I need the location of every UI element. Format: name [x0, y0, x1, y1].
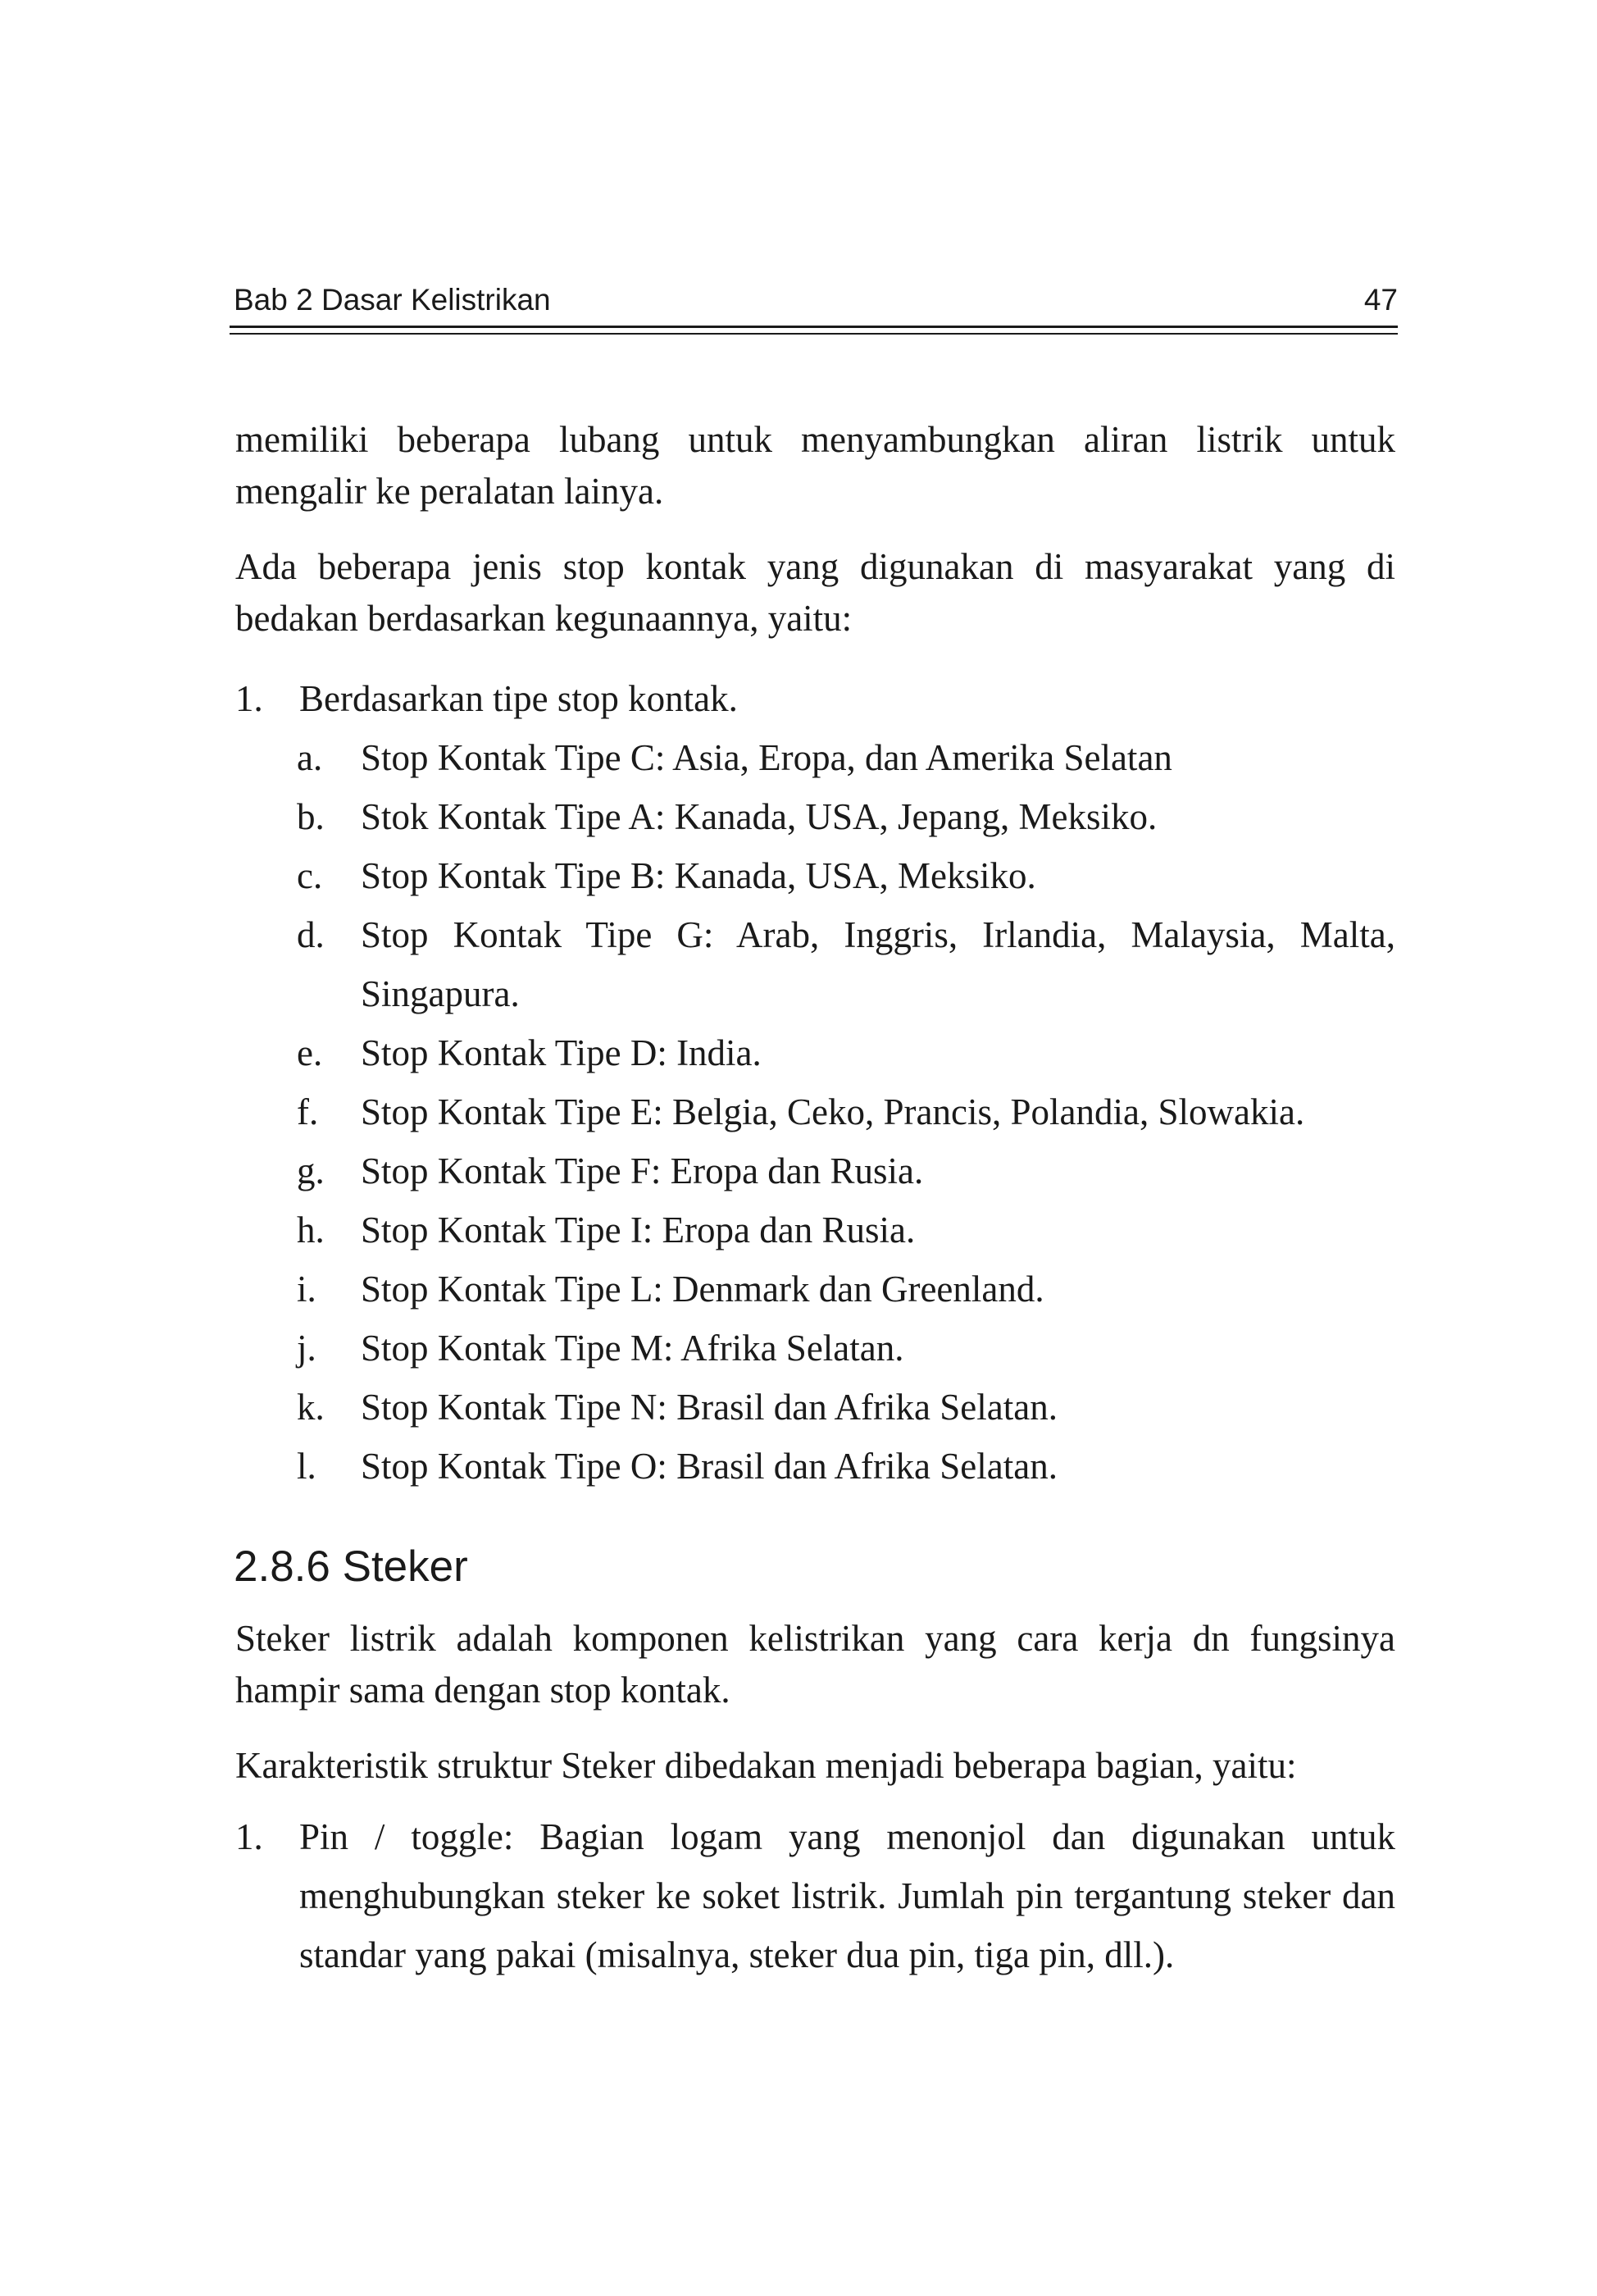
sub-list-letter: b. — [297, 796, 325, 837]
sub-list-item — [297, 1437, 1395, 1496]
running-header — [234, 283, 1398, 332]
sub-list-text: Stop Kontak Tipe G: Arab, Inggris, Irlandia, Malaysia, Malta, Singapura. — [361, 914, 1395, 1014]
sub-list-text: Stop Kontak Tipe M: Afrika Selatan. — [361, 1328, 904, 1369]
sub-list-letter: a. — [297, 737, 323, 778]
sub-list-letter: l. — [297, 1446, 316, 1487]
section-heading: 2.8.6 Steker — [234, 1542, 468, 1591]
sub-list-text: Stop Kontak Tipe C: Asia, Eropa, dan Amerika Selatan — [361, 737, 1172, 778]
sub-list-letter: k. — [297, 1387, 325, 1428]
sub-list-item — [297, 1200, 1395, 1260]
section-paragraph-2: Karakteristik struktur Steker dibedakan menjadi beberapa bagian, yaitu: — [235, 1745, 1297, 1786]
sub-list-item — [297, 1378, 1395, 1437]
sub-list-text: Stok Kontak Tipe A: Kanada, USA, Jepang, Meksiko. — [361, 796, 1158, 837]
sub-list-letter: f. — [297, 1091, 319, 1132]
list-number: 1. — [235, 1816, 263, 1857]
sub-list-text: Stop Kontak Tipe L: Denmark dan Greenland. — [361, 1269, 1044, 1310]
sub-list-item — [297, 1260, 1395, 1319]
sub-list-text: Stop Kontak Tipe F: Eropa dan Rusia. — [361, 1150, 924, 1191]
sub-list-letter: g. — [297, 1150, 325, 1191]
sub-list-letter: i. — [297, 1269, 316, 1310]
sub-list-item — [297, 728, 1395, 787]
chapter-title: Bab 2 Dasar Kelistrikan — [234, 283, 551, 317]
list-item-text: Berdasarkan tipe stop kontak. — [299, 678, 738, 719]
sub-list-text: Stop Kontak Tipe I: Eropa dan Rusia. — [361, 1210, 916, 1250]
sub-list-text: Stop Kontak Tipe D: India. — [361, 1032, 762, 1073]
sub-list-letter: j. — [297, 1328, 316, 1369]
sub-list-letter: c. — [297, 855, 323, 896]
page-number: 47 — [1363, 283, 1398, 317]
section-paragraph-1: Steker listrik adalah komponen kelistrikan yang cara kerja dn fungsinya hampir sama dengan stop kontak. — [235, 1618, 1395, 1711]
list-number: 1. — [235, 678, 263, 719]
header-rule-thin — [230, 333, 1398, 335]
sub-list-item — [297, 1141, 1395, 1200]
sub-list-text: Stop Kontak Tipe N: Brasil dan Afrika Selatan. — [361, 1387, 1058, 1428]
list-item-1 — [235, 669, 1395, 728]
sub-list-item — [297, 1023, 1395, 1082]
section-list-item-1 — [235, 1807, 1395, 2045]
intro-paragraph-1: memiliki beberapa lubang untuk menyambungkan aliran listrik untuk mengalir ke peralatan lainya. — [235, 419, 1395, 512]
sub-list-text: Stop Kontak Tipe E: Belgia, Ceko, Prancis, Polandia, Slowakia. — [361, 1091, 1305, 1132]
sub-list-letter: e. — [297, 1032, 323, 1073]
sub-list-text: Stop Kontak Tipe O: Brasil dan Afrika Selatan. — [361, 1446, 1058, 1487]
sub-list-item — [297, 1082, 1395, 1141]
header-rule-thick — [230, 326, 1398, 328]
intro-paragraph-2: Ada beberapa jenis stop kontak yang digunakan di masyarakat yang di bedakan berdasarkan kegunaannya, yaitu: — [235, 546, 1395, 639]
sub-list-item — [297, 905, 1395, 1023]
sub-list-item — [297, 846, 1395, 905]
sub-list-item — [297, 787, 1395, 846]
sub-list-letter: h. — [297, 1210, 325, 1250]
sub-list-item — [297, 1319, 1395, 1378]
sub-list-text: Stop Kontak Tipe B: Kanada, USA, Meksiko. — [361, 855, 1036, 896]
sub-list-letter: d. — [297, 914, 325, 955]
list-item-text: Pin / toggle: Bagian logam yang menonjol dan digunakan untuk menghubungkan steker ke soket listrik. Jumlah pin tergantung steker dan standar yang pakai (misalnya, steker dua pin, tiga pin, dll.). — [299, 1816, 1395, 1975]
